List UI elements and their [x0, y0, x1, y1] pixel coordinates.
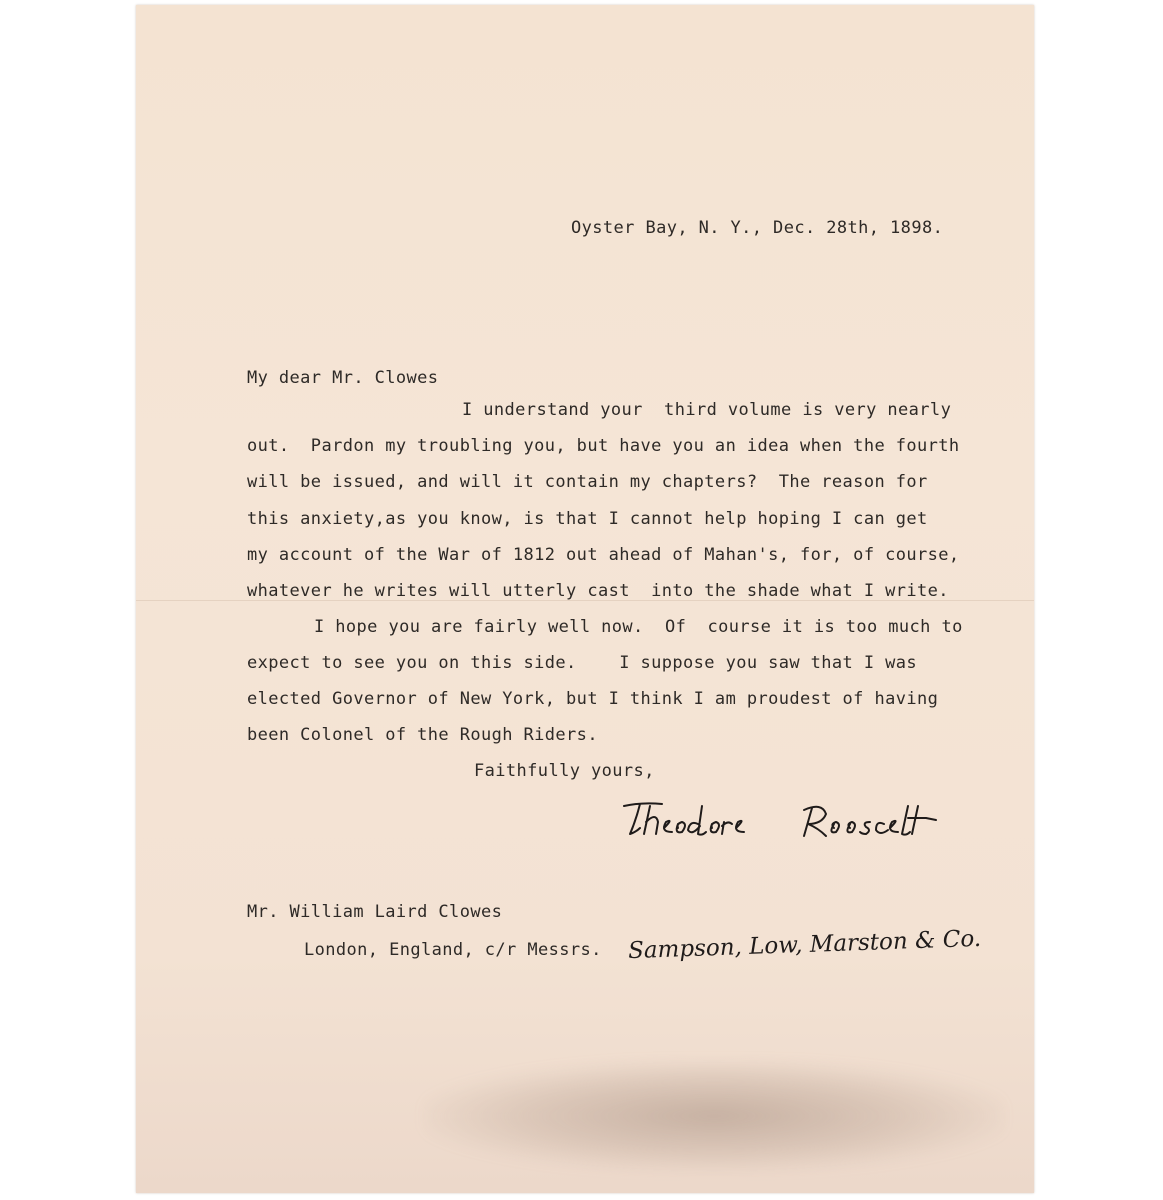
body-line-10: been Colonel of the Rough Riders. — [247, 725, 598, 745]
body-line-2: out. Pardon my troubling you, but have you an idea when the fourth — [247, 436, 960, 456]
body-line-9: elected Governor of New York, but I think I am proudest of having — [247, 689, 939, 709]
signature-image — [622, 798, 1002, 844]
salutation: My dear Mr. Clowes — [247, 368, 439, 388]
body-line-8: expect to see you on this side. I suppose you saw that I was — [247, 653, 917, 673]
body-line-7: I hope you are fairly well now. Of course it is too much to — [314, 617, 963, 637]
body-line-5: my account of the War of 1812 out ahead of Mahan's, for, of course, — [247, 545, 960, 565]
body-line-1: I understand your third volume is very nearly — [462, 400, 952, 420]
body-line-6: whatever he writes will utterly cast into the shade what I write. — [247, 581, 949, 601]
body-line-4: this anxiety,as you know, is that I cannot help hoping I can get — [247, 509, 928, 529]
recipient-name: Mr. William Laird Clowes — [247, 902, 503, 922]
closing: Faithfully yours, — [474, 761, 655, 781]
body-line-3: will be issued, and will it contain my chapters? The reason for — [247, 472, 928, 492]
recipient-address: London, England, c/r Messrs. — [304, 940, 602, 960]
paper-stain — [424, 1061, 1004, 1171]
recipient-firm-handwritten: Sampson, Low, Marston & Co. — [627, 925, 982, 965]
dateline: Oyster Bay, N. Y., Dec. 28th, 1898. — [571, 218, 944, 238]
